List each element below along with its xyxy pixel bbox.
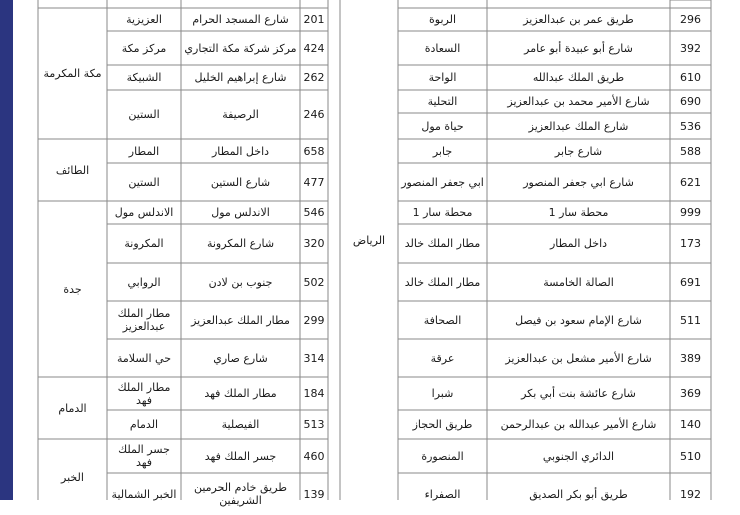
branch-location: الفيصلية	[221, 418, 260, 431]
branch-district: الدمام	[129, 418, 159, 431]
branch-number: 201	[303, 13, 325, 26]
branch-location: داخل المطار	[549, 237, 608, 250]
branch-number: 511	[680, 313, 701, 327]
branch-number: 296	[680, 13, 701, 26]
branch-district: مركز مكة	[121, 41, 167, 55]
branch-number: 658	[303, 144, 325, 158]
branch-district: المكرونة	[124, 237, 164, 250]
branch-district: جابر	[432, 144, 453, 158]
branch-district: الربوة	[429, 13, 456, 26]
branch-district: السعادة	[424, 41, 461, 55]
branch-number: 314	[303, 351, 325, 365]
city-name: الدمام	[58, 401, 87, 415]
branch-location: شارع إبراهيم الخليل	[194, 71, 287, 84]
branch-number: 477	[303, 175, 325, 189]
branch-number: 513	[303, 418, 325, 431]
branch-district: الروابي	[127, 275, 161, 289]
city-name: الطائف	[55, 163, 90, 177]
branch-location: شارع عائشة بنت أبي بكر	[521, 387, 636, 400]
branch-location: شارع الأمير محمد بن عبدالعزيز	[507, 95, 650, 108]
branch-location: شارع الأمير مشعل بن عبدالعزيز	[505, 351, 652, 365]
branch-number: 690	[680, 95, 701, 108]
branch-location: داخل المطار	[211, 144, 270, 158]
branch-location: شارع الإمام سعود بن فيصل	[515, 313, 642, 327]
branch-location: طريق عمر بن عبدالعزيز	[523, 13, 634, 26]
branch-district: مطار الملك خالد	[404, 237, 481, 250]
branch-location: شارع ابي جعفر المنصور	[523, 175, 634, 189]
branch-number: 139	[303, 487, 325, 501]
branch-district: حياة مول	[421, 119, 464, 133]
city-name: جدة	[63, 282, 82, 296]
branch-district: الصحافة	[423, 313, 462, 327]
branch-number: 184	[303, 387, 325, 400]
branch-number: 536	[680, 119, 701, 133]
branch-number: 588	[680, 144, 701, 158]
branch-location: شارع المسجد الحرام	[192, 13, 289, 26]
branch-district: عرقة	[430, 351, 455, 365]
branch-location: جنوب بن لادن	[208, 275, 273, 289]
branch-location: شارع الستين	[210, 175, 271, 189]
branch-location: مطار الملك فهد	[204, 387, 277, 400]
branch-district: العزيزية	[126, 13, 162, 26]
branch-district: الواحة	[428, 71, 457, 84]
branch-district: ابي جعفر المنصور	[401, 175, 484, 189]
branch-district: محطة سار 1	[412, 206, 473, 219]
branch-district: جسر الملك فهد	[118, 443, 170, 469]
branch-number: 369	[680, 387, 701, 400]
branch-number: 320	[303, 237, 325, 250]
branch-number: 262	[303, 71, 325, 84]
branch-location: شارع المكرونة	[206, 237, 275, 250]
branch-location: شارع جابر	[554, 144, 603, 158]
branch-location: الدائري الجنوبي	[542, 449, 615, 463]
branch-number: 389	[680, 351, 701, 365]
branch-number: 192	[680, 487, 701, 501]
branch-location: الرصيفة	[222, 108, 259, 121]
branch-number: 460	[303, 449, 325, 463]
city-name: الخبر	[61, 470, 84, 484]
branch-location: الصالة الخامسة	[543, 275, 614, 289]
branch-district: الاندلس مول	[114, 206, 174, 219]
branch-number: 546	[303, 206, 325, 219]
branch-number: 424	[303, 41, 325, 55]
branch-number: 610	[680, 71, 701, 84]
city-name: الرياض	[352, 234, 386, 247]
branch-location: شارع صاري	[213, 351, 268, 365]
branch-district: الستين	[128, 175, 160, 189]
branch-district: المنصورة	[421, 449, 464, 463]
branch-district: المطار	[128, 144, 160, 158]
branch-number: 392	[680, 41, 701, 55]
branch-location: مطار الملك عبدالعزيز	[191, 313, 290, 327]
branch-location: مركز شركة مكة التجاري	[184, 41, 297, 55]
branch-number: 691	[680, 275, 701, 289]
branch-district: مطار الملك فهد	[117, 380, 171, 407]
branch-location: محطة سار 1	[548, 206, 609, 219]
branch-location: شارع أبو عبيدة أبو عامر	[524, 41, 633, 55]
branch-district: حي السلامة	[116, 351, 172, 365]
branch-number: 246	[303, 108, 325, 121]
branch-district: الخبر الشمالية	[111, 487, 177, 501]
branch-district: طريق الحجاز	[412, 418, 473, 431]
branch-location: طريق الملك عبدالله	[532, 71, 625, 84]
branch-district: الصفراء	[424, 487, 461, 501]
branch-district: شبرا	[431, 387, 454, 400]
branch-number: 999	[680, 206, 701, 219]
city-name: مكة المكرمة	[43, 67, 102, 80]
branch-number: 299	[303, 313, 325, 327]
branch-location: الاندلس مول	[211, 206, 270, 219]
branch-district: الستين	[128, 108, 160, 121]
branch-district: التحلية	[427, 95, 458, 108]
branch-district: مطار الملك خالد	[404, 275, 481, 289]
branch-district: الشبيكة	[126, 71, 162, 84]
branch-location: جسر الملك فهد	[204, 449, 277, 463]
branch-number: 173	[680, 237, 701, 250]
branch-district: مطار الملك عبدالعزيز	[117, 307, 171, 333]
branch-number: 502	[303, 275, 325, 289]
branch-number: 510	[680, 449, 701, 463]
branch-number: 621	[680, 175, 701, 189]
branch-number: 140	[680, 418, 701, 431]
branch-location: شارع الأمير عبدالله بن عبدالرحمن	[500, 418, 657, 431]
branch-location: طريق خادم الحرمين الشريفين	[193, 481, 288, 507]
branch-location: طريق أبو بكر الصديق	[529, 487, 628, 501]
branch-location: شارع الملك عبدالعزيز	[528, 119, 629, 133]
